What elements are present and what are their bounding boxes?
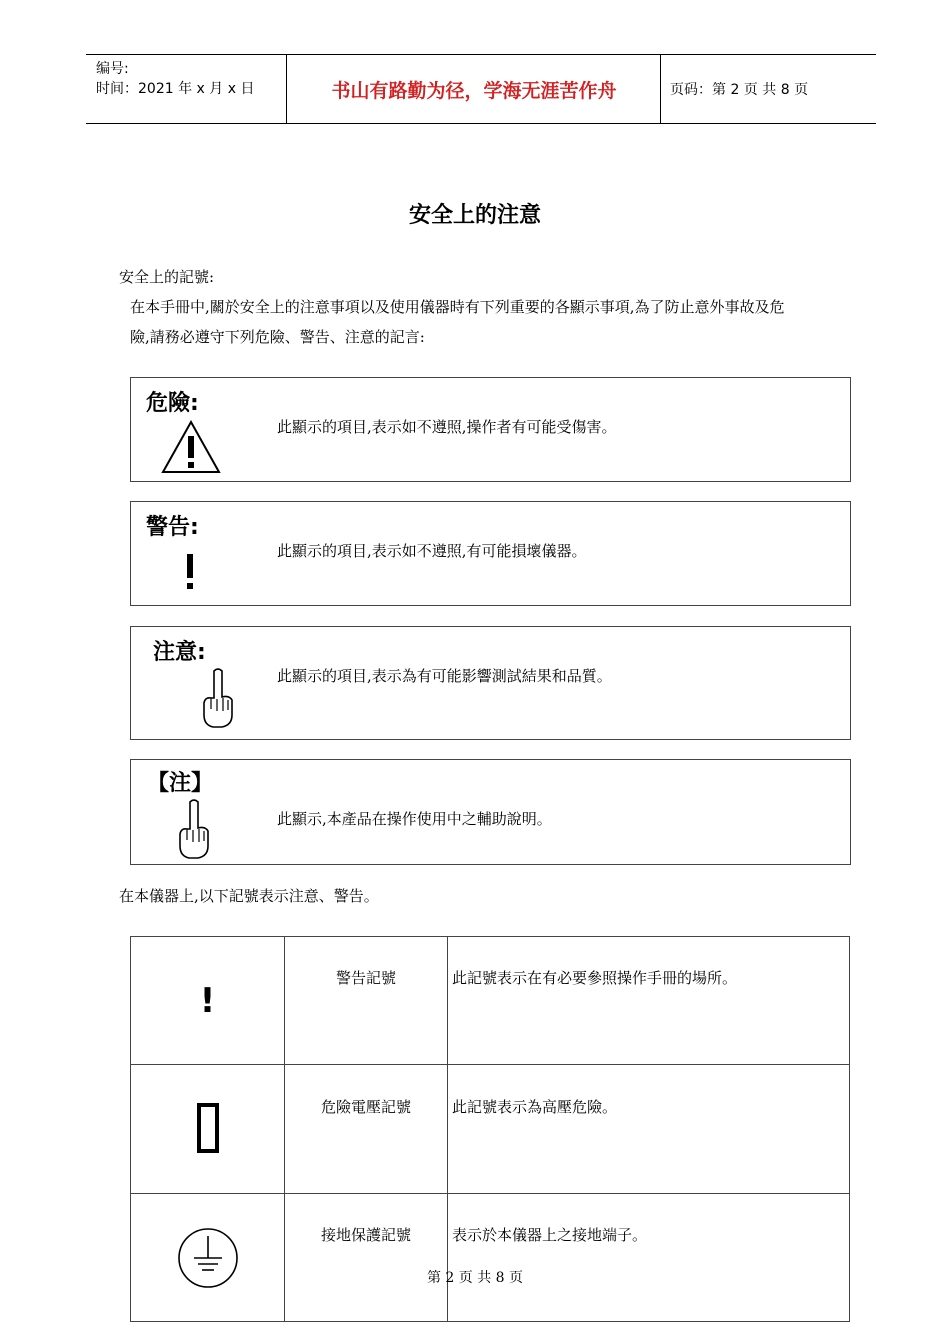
note-box <box>130 759 851 865</box>
instrument-note: 在本儀器上,以下記號表示注意、警告。 <box>119 887 379 905</box>
table-cell-desc: 此記號表示為高壓危險。 <box>448 1065 850 1194</box>
header-number: 编号: <box>96 61 129 77</box>
caution-box <box>130 626 851 740</box>
page-header <box>86 54 876 124</box>
header-meta <box>96 59 254 99</box>
table-row <box>131 1194 850 1322</box>
table-cell-desc: 此記號表示在有必要參照操作手冊的場所。 <box>448 937 850 1065</box>
table-cell-desc: 表示於本儀器上之接地端子。 <box>448 1194 850 1322</box>
symbols-table <box>130 936 850 1322</box>
warning-text: 此顯示的項目,表示如不遵照,有可能損壞儀器。 <box>277 542 587 560</box>
table-row <box>131 1065 850 1194</box>
table-cell-name: 接地保護記號 <box>285 1194 448 1322</box>
exclamation-icon <box>184 554 196 590</box>
warning-label: 警告: <box>146 515 199 540</box>
warning-triangle-icon <box>161 420 221 474</box>
header-time: 时间：2021 年 x 月 x 日 <box>96 81 255 97</box>
header-page-number: 页码：第 2 页 共 8 页 <box>670 82 809 98</box>
note-text: 此顯示,本產品在操作使用中之輔助說明。 <box>277 810 552 828</box>
danger-text: 此顯示的項目,表示如不遵照,操作者有可能受傷害。 <box>277 418 617 436</box>
table-cell-symbol <box>131 1194 285 1322</box>
danger-box <box>130 377 851 482</box>
table-cell-name: 危險電壓記號 <box>285 1065 448 1194</box>
header-motto: 书山有路勤为径，学海无涯苦作舟 <box>331 79 617 102</box>
table-cell-name: 警告記號 <box>285 937 448 1065</box>
intro-heading: 安全上的記號: <box>119 268 215 286</box>
warning-box <box>130 501 851 606</box>
caution-text: 此顯示的項目,表示為有可能影響測試結果和品質。 <box>277 667 612 685</box>
note-label: 【注】 <box>147 771 214 796</box>
intro-line-1: 在本手冊中,關於安全上的注意事項以及使用儀器時有下列重要的各顯示事項,為了防止意外事故及危 <box>130 298 785 316</box>
table-cell-symbol <box>131 937 285 1065</box>
page-footer: 第 2 页 共 8 页 <box>426 1270 524 1286</box>
header-divider <box>660 55 661 123</box>
table-cell-symbol <box>131 1065 285 1194</box>
table-row <box>131 937 850 1065</box>
caution-label: 注意: <box>153 640 206 665</box>
page-title: 安全上的注意 <box>408 203 541 228</box>
danger-label: 危險: <box>146 391 199 416</box>
pointing-hand-icon <box>177 798 211 860</box>
intro-line-2: 險,請務必遵守下列危險、警告、注意的記言: <box>130 328 425 346</box>
high-voltage-icon <box>196 1103 220 1155</box>
exclamation-icon: ! <box>199 980 216 1021</box>
pointing-hand-icon <box>201 667 235 729</box>
